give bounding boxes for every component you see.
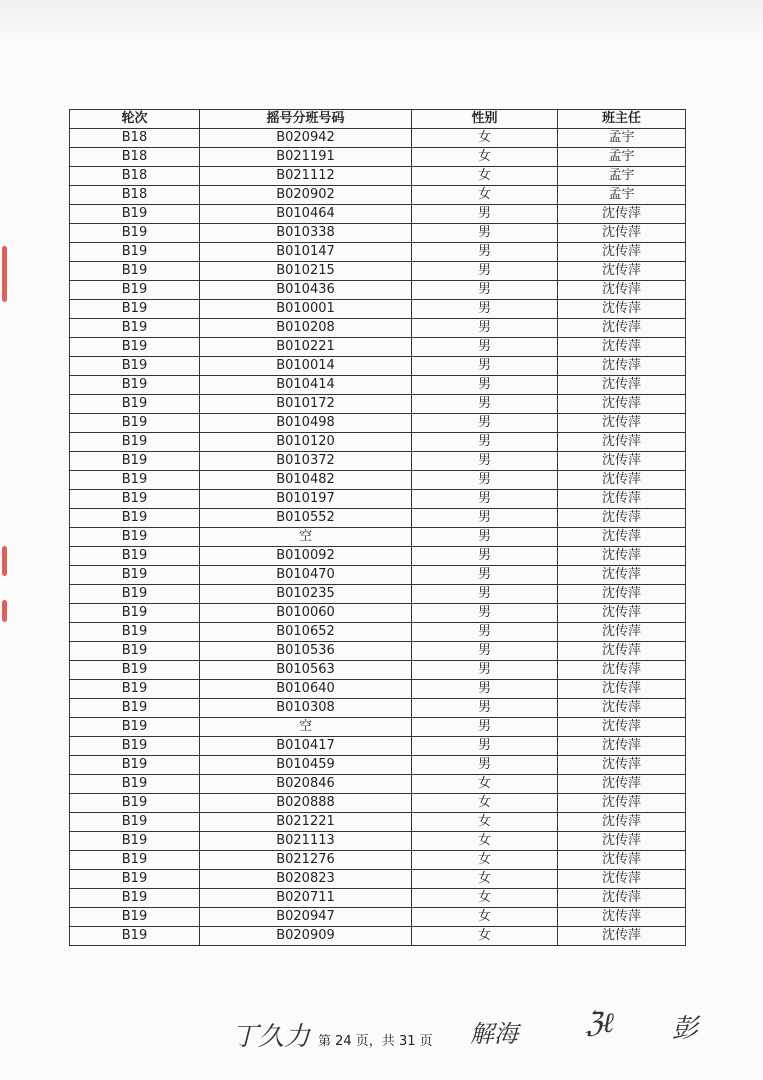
cell-lottery-number: B010470 (200, 566, 412, 585)
cell-lottery-number: B010172 (200, 395, 412, 414)
cell-lottery-number: B010197 (200, 490, 412, 509)
cell-teacher: 沈传萍 (558, 566, 686, 585)
cell-lottery-number: B020909 (200, 927, 412, 946)
cell-gender: 男 (412, 243, 558, 262)
handwritten-signature: 解海 (470, 1020, 518, 1048)
cell-round: B19 (70, 737, 200, 756)
table-row (70, 718, 686, 737)
table-row (70, 813, 686, 832)
cell-lottery-number: B010652 (200, 623, 412, 642)
cell-teacher: 沈传萍 (558, 889, 686, 908)
cell-lottery-number: B010221 (200, 338, 412, 357)
cell-gender: 男 (412, 699, 558, 718)
page-footer (0, 1006, 763, 1058)
cell-round: B18 (70, 167, 200, 186)
header-round: 轮次 (70, 110, 200, 129)
cell-teacher: 沈传萍 (558, 604, 686, 623)
cell-teacher: 孟宇 (558, 148, 686, 167)
cell-lottery-number: B010120 (200, 433, 412, 452)
cell-gender: 男 (412, 566, 558, 585)
cell-lottery-number: B010459 (200, 756, 412, 775)
table-row (70, 129, 686, 148)
table-row (70, 262, 686, 281)
cell-teacher: 沈传萍 (558, 680, 686, 699)
handwritten-signature: 丁久力 (232, 1022, 311, 1052)
cell-round: B19 (70, 661, 200, 680)
cell-gender: 男 (412, 205, 558, 224)
cell-round: B19 (70, 908, 200, 927)
cell-teacher: 沈传萍 (558, 699, 686, 718)
table-row (70, 243, 686, 262)
cell-gender: 男 (412, 338, 558, 357)
cell-gender: 男 (412, 376, 558, 395)
cell-lottery-number: B020947 (200, 908, 412, 927)
table-row (70, 566, 686, 585)
cell-lottery-number: B010338 (200, 224, 412, 243)
table-row (70, 604, 686, 623)
cell-gender: 男 (412, 262, 558, 281)
cell-lottery-number: B010060 (200, 604, 412, 623)
cell-gender: 男 (412, 433, 558, 452)
cell-gender: 男 (412, 680, 558, 699)
cell-gender: 女 (412, 813, 558, 832)
cell-round: B19 (70, 718, 200, 737)
cell-lottery-number: B010536 (200, 642, 412, 661)
cell-gender: 男 (412, 718, 558, 737)
cell-gender: 男 (412, 547, 558, 566)
seal-edge-mark (2, 546, 7, 576)
cell-teacher: 沈传萍 (558, 433, 686, 452)
cell-lottery-number: B021191 (200, 148, 412, 167)
cell-teacher: 沈传萍 (558, 851, 686, 870)
cell-round: B19 (70, 775, 200, 794)
cell-teacher: 沈传萍 (558, 794, 686, 813)
cell-teacher: 沈传萍 (558, 300, 686, 319)
cell-teacher: 孟宇 (558, 167, 686, 186)
table-row (70, 186, 686, 205)
cell-round: B19 (70, 566, 200, 585)
cell-round: B19 (70, 604, 200, 623)
cell-gender: 女 (412, 167, 558, 186)
table-row (70, 585, 686, 604)
table-row (70, 148, 686, 167)
cell-gender: 男 (412, 357, 558, 376)
cell-round: B19 (70, 813, 200, 832)
cell-gender: 男 (412, 623, 558, 642)
cell-teacher: 沈传萍 (558, 224, 686, 243)
cell-teacher: 沈传萍 (558, 908, 686, 927)
cell-round: B19 (70, 490, 200, 509)
cell-teacher: 沈传萍 (558, 585, 686, 604)
cell-gender: 男 (412, 471, 558, 490)
cell-teacher: 沈传萍 (558, 661, 686, 680)
table-row (70, 851, 686, 870)
cell-teacher: 沈传萍 (558, 832, 686, 851)
cell-teacher: 沈传萍 (558, 870, 686, 889)
cell-lottery-number: B010640 (200, 680, 412, 699)
cell-round: B19 (70, 509, 200, 528)
cell-lottery-number: B021113 (200, 832, 412, 851)
cell-round: B19 (70, 756, 200, 775)
handwritten-signature: 彭 (672, 1014, 699, 1044)
cell-round: B19 (70, 395, 200, 414)
cell-lottery-number: B010372 (200, 452, 412, 471)
cell-teacher: 沈传萍 (558, 509, 686, 528)
header-gender: 性别 (412, 110, 558, 129)
table-row (70, 642, 686, 661)
cell-gender: 女 (412, 908, 558, 927)
table-row (70, 414, 686, 433)
cell-teacher: 沈传萍 (558, 338, 686, 357)
cell-gender: 女 (412, 851, 558, 870)
cell-gender: 女 (412, 794, 558, 813)
cell-round: B18 (70, 148, 200, 167)
cell-teacher: 沈传萍 (558, 528, 686, 547)
cell-gender: 女 (412, 870, 558, 889)
cell-teacher: 沈传萍 (558, 395, 686, 414)
table-row (70, 547, 686, 566)
table-row (70, 623, 686, 642)
cell-lottery-number: B010208 (200, 319, 412, 338)
cell-gender: 男 (412, 452, 558, 471)
table-row (70, 452, 686, 471)
cell-gender: 男 (412, 490, 558, 509)
seal-edge-mark (2, 246, 7, 302)
table-row (70, 794, 686, 813)
cell-round: B19 (70, 642, 200, 661)
cell-gender: 女 (412, 129, 558, 148)
table-row (70, 908, 686, 927)
cell-teacher: 沈传萍 (558, 718, 686, 737)
table-row (70, 756, 686, 775)
page-top-shadow (0, 0, 763, 40)
cell-gender: 男 (412, 642, 558, 661)
cell-gender: 男 (412, 281, 558, 300)
table-row (70, 680, 686, 699)
cell-teacher: 沈传萍 (558, 642, 686, 661)
cell-lottery-number: B020711 (200, 889, 412, 908)
cell-round: B19 (70, 433, 200, 452)
cell-lottery-number: 空 (200, 528, 412, 547)
cell-lottery-number: B020942 (200, 129, 412, 148)
cell-round: B19 (70, 870, 200, 889)
cell-round: B18 (70, 129, 200, 148)
cell-round: B19 (70, 547, 200, 566)
table-row (70, 433, 686, 452)
table-row (70, 224, 686, 243)
cell-round: B19 (70, 623, 200, 642)
cell-round: B19 (70, 889, 200, 908)
cell-teacher: 孟宇 (558, 129, 686, 148)
cell-lottery-number: B020846 (200, 775, 412, 794)
table-row (70, 471, 686, 490)
cell-lottery-number: B010417 (200, 737, 412, 756)
cell-round: B19 (70, 699, 200, 718)
cell-round: B19 (70, 357, 200, 376)
cell-round: B19 (70, 224, 200, 243)
cell-lottery-number: B020902 (200, 186, 412, 205)
cell-teacher: 沈传萍 (558, 243, 686, 262)
cell-lottery-number: B010552 (200, 509, 412, 528)
cell-teacher: 沈传萍 (558, 281, 686, 300)
table-row (70, 699, 686, 718)
cell-round: B19 (70, 927, 200, 946)
table-row (70, 889, 686, 908)
cell-lottery-number: B010215 (200, 262, 412, 281)
cell-gender: 男 (412, 509, 558, 528)
table-row (70, 870, 686, 889)
cell-teacher: 沈传萍 (558, 205, 686, 224)
table-row (70, 395, 686, 414)
cell-round: B19 (70, 319, 200, 338)
cell-teacher: 沈传萍 (558, 927, 686, 946)
table-row (70, 661, 686, 680)
table-row (70, 281, 686, 300)
cell-gender: 女 (412, 148, 558, 167)
table-row (70, 300, 686, 319)
cell-gender: 男 (412, 224, 558, 243)
table-row (70, 832, 686, 851)
cell-round: B18 (70, 186, 200, 205)
table-row (70, 775, 686, 794)
cell-round: B19 (70, 680, 200, 699)
cell-gender: 女 (412, 889, 558, 908)
cell-lottery-number: B010563 (200, 661, 412, 680)
cell-teacher: 沈传萍 (558, 357, 686, 376)
table-row (70, 357, 686, 376)
cell-lottery-number: B010414 (200, 376, 412, 395)
table-row (70, 528, 686, 547)
handwritten-signature: ℨℓ (585, 1006, 614, 1039)
table-row (70, 319, 686, 338)
cell-gender: 男 (412, 528, 558, 547)
cell-round: B19 (70, 338, 200, 357)
cell-lottery-number: B021276 (200, 851, 412, 870)
cell-lottery-number: B020888 (200, 794, 412, 813)
cell-gender: 男 (412, 604, 558, 623)
table-row (70, 927, 686, 946)
roster-table (69, 109, 686, 946)
table-row (70, 490, 686, 509)
cell-lottery-number: B010092 (200, 547, 412, 566)
cell-teacher: 沈传萍 (558, 775, 686, 794)
cell-round: B19 (70, 414, 200, 433)
cell-round: B19 (70, 376, 200, 395)
table-header-row (70, 110, 686, 129)
cell-lottery-number: B010147 (200, 243, 412, 262)
cell-round: B19 (70, 851, 200, 870)
cell-lottery-number: B010482 (200, 471, 412, 490)
cell-teacher: 沈传萍 (558, 376, 686, 395)
cell-teacher: 沈传萍 (558, 319, 686, 338)
cell-teacher: 沈传萍 (558, 547, 686, 566)
cell-gender: 男 (412, 414, 558, 433)
cell-round: B19 (70, 281, 200, 300)
cell-gender: 男 (412, 661, 558, 680)
roster-table-container (69, 109, 685, 946)
cell-round: B19 (70, 243, 200, 262)
cell-lottery-number: B020823 (200, 870, 412, 889)
header-teacher: 班主任 (558, 110, 686, 129)
cell-teacher: 沈传萍 (558, 737, 686, 756)
cell-lottery-number: B010001 (200, 300, 412, 319)
cell-round: B19 (70, 452, 200, 471)
table-row (70, 338, 686, 357)
cell-lottery-number: B010498 (200, 414, 412, 433)
cell-gender: 男 (412, 585, 558, 604)
cell-gender: 男 (412, 300, 558, 319)
table-row (70, 376, 686, 395)
cell-lottery-number: B010235 (200, 585, 412, 604)
cell-gender: 女 (412, 927, 558, 946)
cell-round: B19 (70, 262, 200, 281)
cell-lottery-number: B021112 (200, 167, 412, 186)
cell-round: B19 (70, 832, 200, 851)
cell-gender: 女 (412, 186, 558, 205)
cell-round: B19 (70, 471, 200, 490)
cell-round: B19 (70, 585, 200, 604)
cell-lottery-number: 空 (200, 718, 412, 737)
table-body (70, 129, 686, 946)
cell-gender: 男 (412, 737, 558, 756)
cell-round: B19 (70, 300, 200, 319)
cell-teacher: 沈传萍 (558, 414, 686, 433)
cell-teacher: 沈传萍 (558, 756, 686, 775)
cell-round: B19 (70, 205, 200, 224)
cell-teacher: 沈传萍 (558, 813, 686, 832)
table-row (70, 737, 686, 756)
cell-teacher: 沈传萍 (558, 490, 686, 509)
cell-round: B19 (70, 528, 200, 547)
cell-lottery-number: B021221 (200, 813, 412, 832)
cell-teacher: 沈传萍 (558, 623, 686, 642)
cell-lottery-number: B010436 (200, 281, 412, 300)
table-row (70, 167, 686, 186)
cell-lottery-number: B010014 (200, 357, 412, 376)
cell-teacher: 沈传萍 (558, 262, 686, 281)
table-row (70, 205, 686, 224)
cell-lottery-number: B010308 (200, 699, 412, 718)
cell-lottery-number: B010464 (200, 205, 412, 224)
cell-gender: 女 (412, 832, 558, 851)
cell-teacher: 沈传萍 (558, 471, 686, 490)
cell-gender: 男 (412, 756, 558, 775)
seal-edge-mark (2, 600, 7, 622)
table-row (70, 509, 686, 528)
cell-teacher: 沈传萍 (558, 452, 686, 471)
cell-teacher: 孟宇 (558, 186, 686, 205)
page-number: 第 24 页，共 31 页 (318, 1034, 433, 1049)
cell-gender: 男 (412, 395, 558, 414)
header-lottery-number: 摇号分班号码 (200, 110, 412, 129)
cell-round: B19 (70, 794, 200, 813)
cell-gender: 女 (412, 775, 558, 794)
cell-gender: 男 (412, 319, 558, 338)
